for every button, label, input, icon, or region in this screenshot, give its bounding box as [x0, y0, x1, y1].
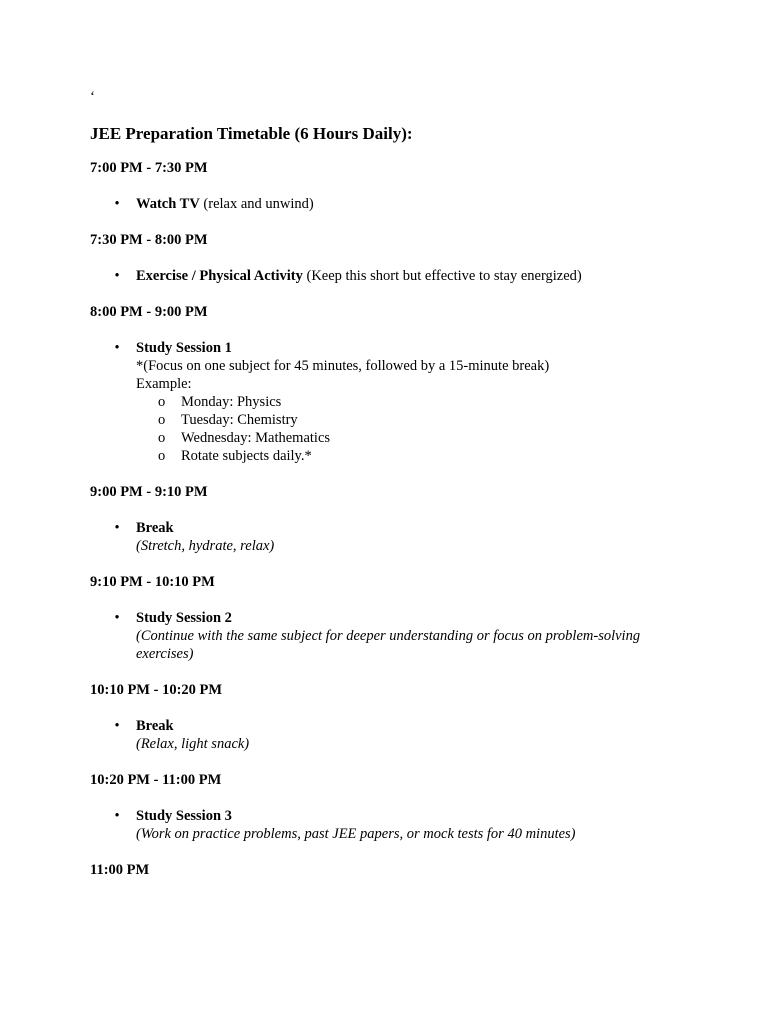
activity-note: (relax and unwind): [199, 196, 314, 212]
activity-item: [90, 717, 680, 753]
activity-list: [90, 339, 680, 465]
activity-note: *(Focus on one subject for 45 minutes, followed by a 15-minute break): [136, 358, 550, 374]
activity-list: [90, 519, 680, 555]
document-page: [90, 88, 680, 897]
activity-name: Watch TV: [136, 196, 200, 212]
time-slot-heading: 9:00 PM - 9:10 PM: [90, 484, 208, 500]
bullet-icon: •: [114, 610, 120, 626]
example-label: Example:: [136, 376, 192, 392]
bullet-icon: •: [114, 340, 120, 356]
time-slot-heading: 7:00 PM - 7:30 PM: [90, 160, 208, 176]
activity-item: [90, 267, 680, 285]
example-item: [90, 447, 680, 465]
example-item: [90, 411, 680, 429]
bullet-icon: •: [114, 520, 120, 536]
activity-note: (Stretch, hydrate, relax): [136, 538, 275, 554]
sub-bullet-icon: o: [158, 448, 166, 464]
activity-list: [90, 609, 680, 663]
activity-item: [90, 609, 680, 663]
bullet-icon: •: [114, 196, 120, 212]
activity-name: Study Session 2: [136, 610, 232, 626]
sub-bullet-icon: o: [158, 430, 166, 446]
example-text: Wednesday: Mathematics: [181, 430, 331, 446]
example-text: Tuesday: Chemistry: [181, 412, 298, 428]
activity-list: [90, 195, 680, 213]
time-slot-heading: 8:00 PM - 9:00 PM: [90, 304, 208, 320]
time-slot-heading: 7:30 PM - 8:00 PM: [90, 232, 208, 248]
activity-list: [90, 267, 680, 285]
sub-bullet-icon: o: [158, 412, 166, 428]
page-title: JEE Preparation Timetable (6 Hours Daily):: [90, 124, 413, 143]
activity-item: [90, 519, 680, 555]
activity-item: [90, 807, 680, 843]
example-item: [90, 393, 680, 411]
sub-bullet-icon: o: [158, 394, 166, 410]
activity-name: Break: [136, 718, 174, 734]
bullet-icon: •: [114, 718, 120, 734]
time-slot-heading: 10:20 PM - 11:00 PM: [90, 772, 222, 788]
activity-note: (Work on practice problems, past JEE papers, or mock tests for 40 minutes): [136, 826, 576, 842]
activity-item: [90, 195, 680, 213]
activity-note: (Keep this short but effective to stay energized): [302, 268, 582, 284]
time-slot-heading: 11:00 PM: [90, 862, 150, 878]
example-item: [90, 429, 680, 447]
time-slot-heading: 10:10 PM - 10:20 PM: [90, 682, 223, 698]
activity-name: Exercise / Physical Activity: [136, 268, 303, 284]
activity-note: (Continue with the same subject for deeper understanding or focus on problem-solving exercises): [136, 628, 641, 662]
stray-quote-mark: ‘: [90, 89, 95, 105]
activity-name: Study Session 3: [136, 808, 232, 824]
example-text: Monday: Physics: [181, 394, 282, 410]
activity-item: [90, 339, 680, 393]
activity-name: Break: [136, 520, 174, 536]
time-slot-heading: 9:10 PM - 10:10 PM: [90, 574, 215, 590]
example-text: Rotate subjects daily.*: [181, 448, 312, 464]
activity-list: [90, 807, 680, 843]
bullet-icon: •: [114, 808, 120, 824]
activity-note: (Relax, light snack): [136, 736, 250, 752]
bullet-icon: •: [114, 268, 120, 284]
activity-name: Study Session 1: [136, 340, 232, 356]
activity-list: [90, 717, 680, 753]
